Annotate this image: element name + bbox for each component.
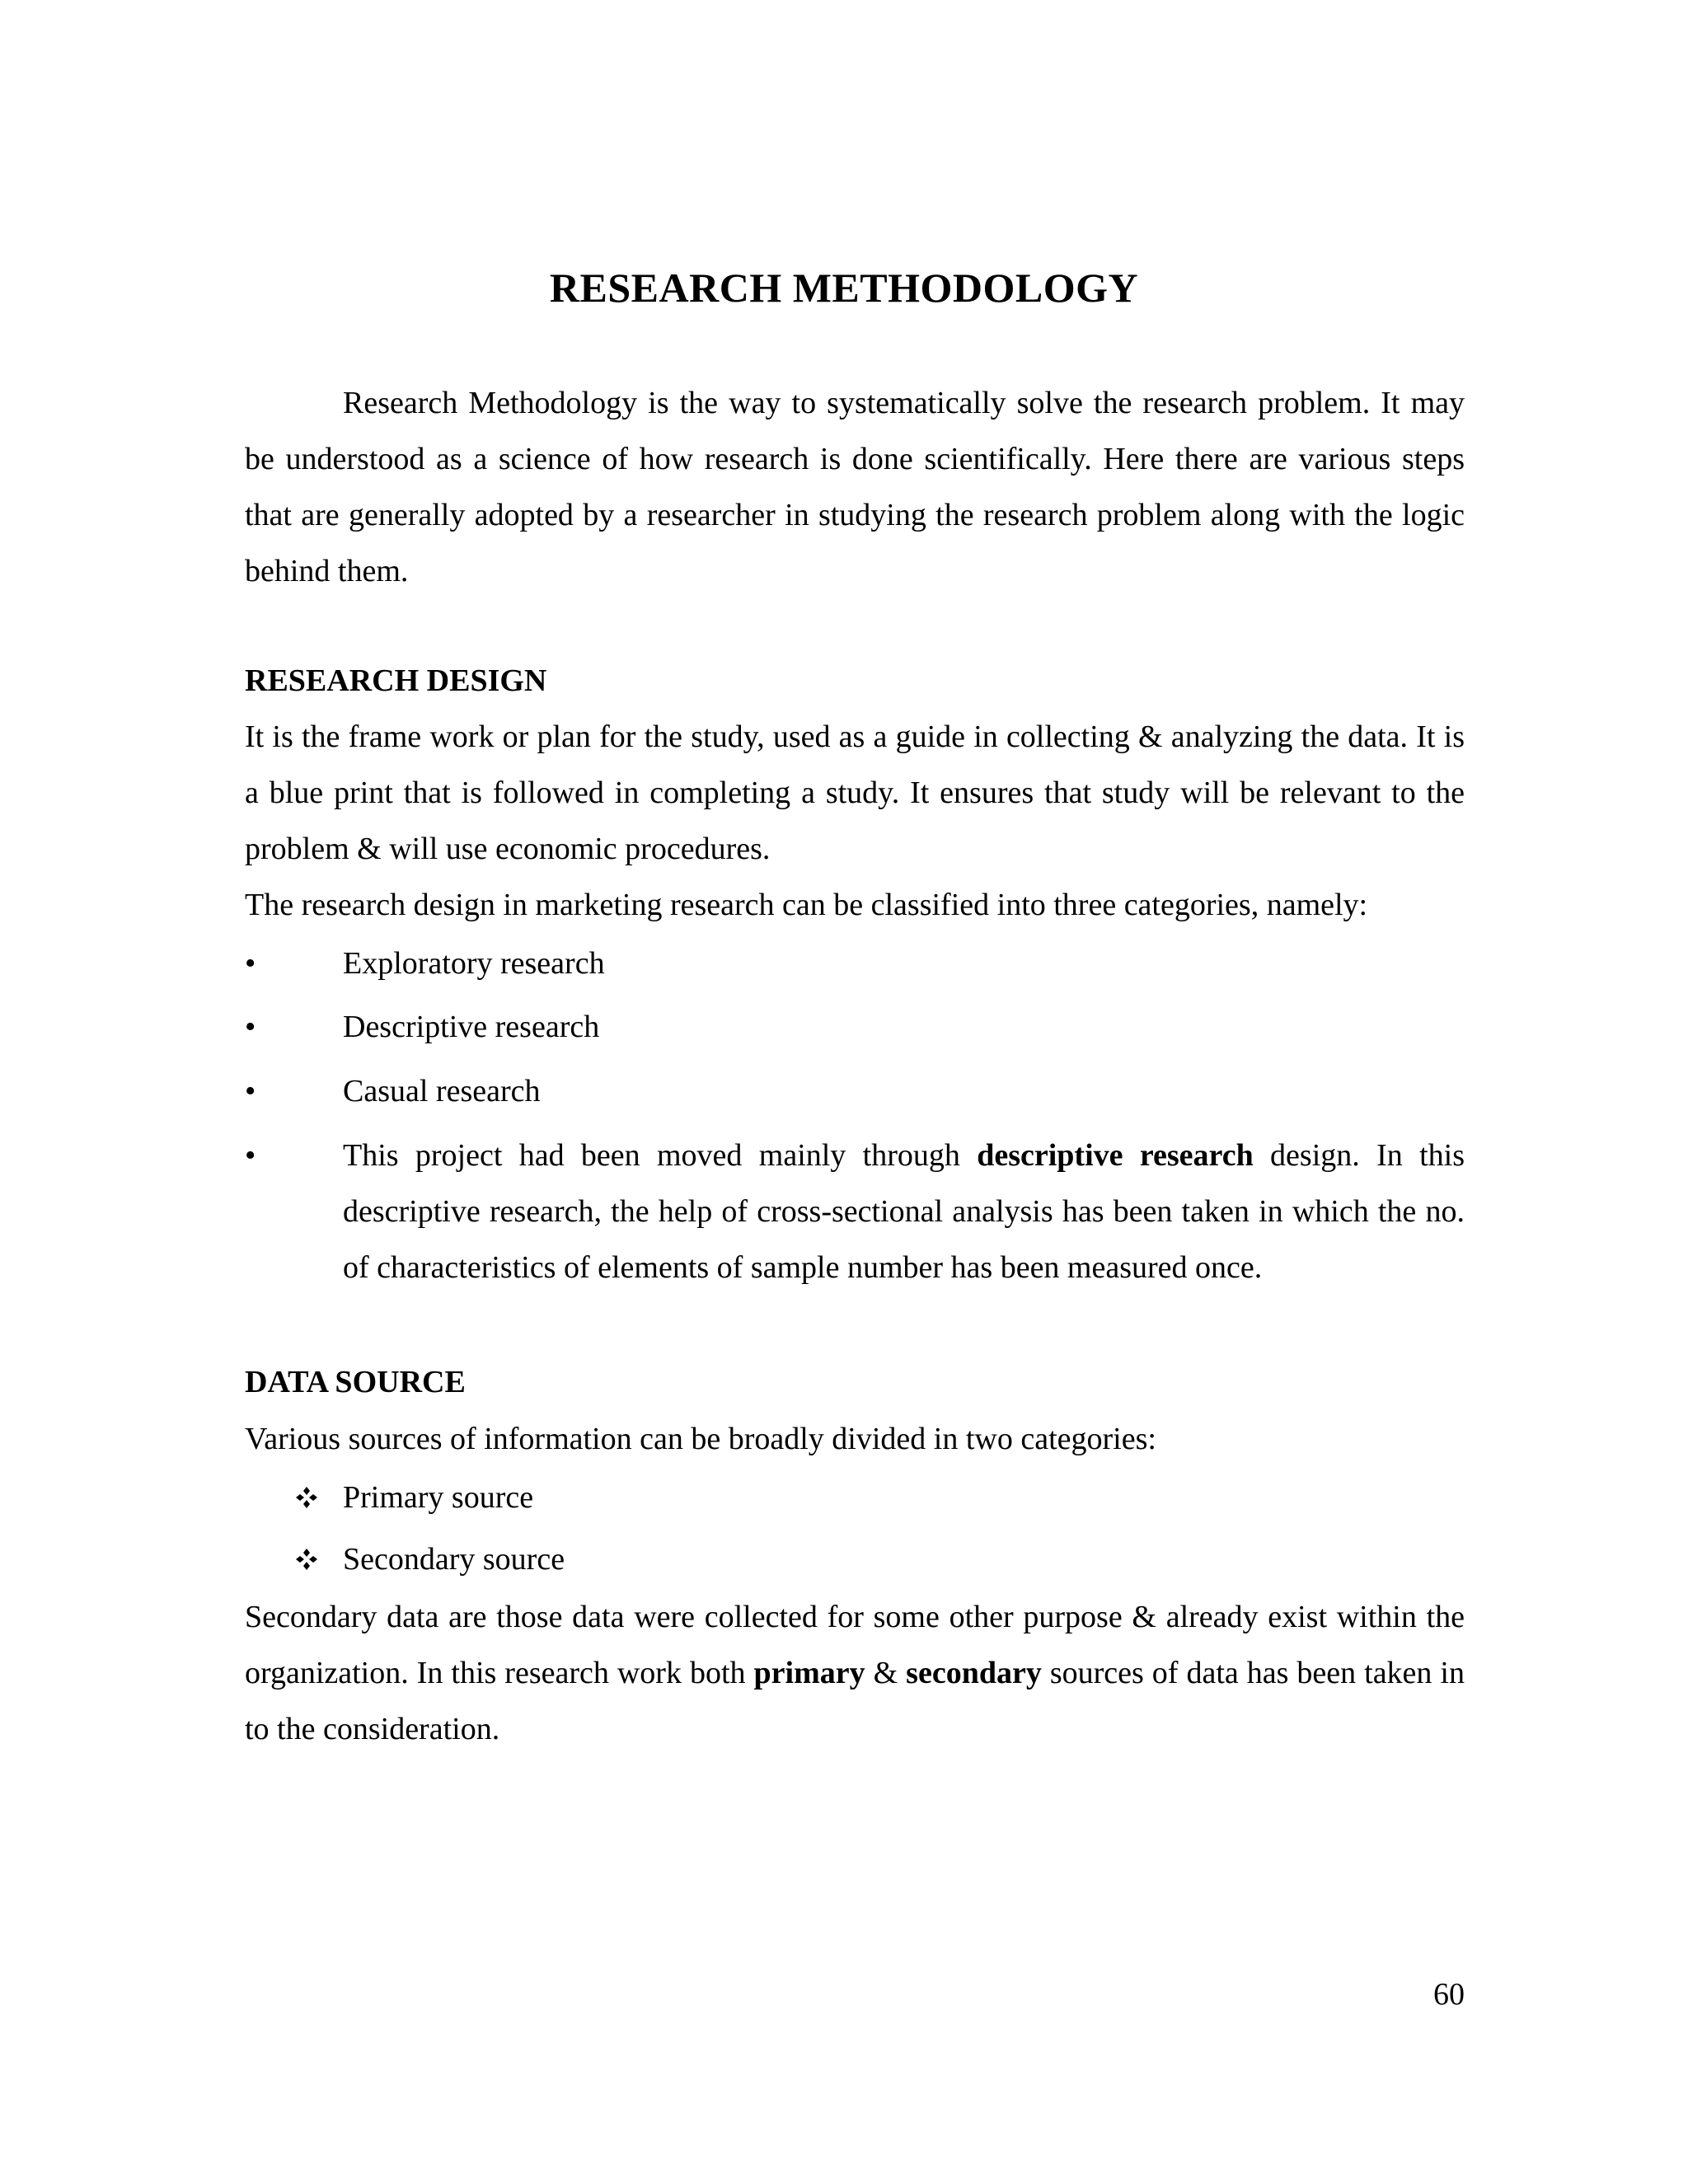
bullet-icon: • xyxy=(245,1138,256,1173)
closing-text-2: & xyxy=(865,1656,907,1690)
closing-emphasis-secondary: secondary xyxy=(906,1656,1042,1690)
page-number: 60 xyxy=(1433,1977,1465,2012)
bullet-icon: • xyxy=(245,1074,256,1108)
data-source-intro-block xyxy=(245,1411,1465,1467)
list-item-text: Secondary source xyxy=(343,1542,565,1577)
intro-paragraph xyxy=(245,375,1465,599)
page-title: RESEARCH METHODOLOGY xyxy=(549,265,1139,311)
classification-sentence: The research design in marketing research can be classified into three categories, namely: xyxy=(245,888,1368,922)
closing-text-3: sources of data has been taken in to the consideration. xyxy=(245,1656,1465,1746)
list-item-text: Descriptive research xyxy=(343,1010,600,1044)
research-design-block xyxy=(245,709,1465,933)
intro-text: Research Methodology is the way to systematically solve the research problem. It may be understood as a science of how research is done scientifically. Here there are various steps that are generally adopted by a researcher in studying the research problem along with the logic behind them. xyxy=(245,386,1465,588)
four-diamond-bullet-icon xyxy=(295,1469,320,1526)
list-item-text: Primary source xyxy=(343,1480,534,1515)
project-note-emphasis: descriptive research xyxy=(977,1138,1254,1173)
research-design-heading: RESEARCH DESIGN xyxy=(245,663,547,698)
data-source-intro: Various sources of information can be broadly divided in two categories: xyxy=(245,1422,1156,1456)
list-item-text: Exploratory research xyxy=(343,946,605,981)
data-source-closing-block xyxy=(245,1589,1465,1757)
closing-text-1: Secondary data are those data were collected for some other purpose & already exist within the organization. In this research work both xyxy=(245,1600,1465,1690)
closing-emphasis-primary: primary xyxy=(753,1656,865,1690)
bullet-icon: • xyxy=(245,1010,256,1044)
research-design-paragraph: It is the frame work or plan for the study, used as a guide in collecting & analyzing the data. It is a blue print that is followed in completing a study. It ensures that study will be relevant to the problem & will use economic procedures. xyxy=(245,719,1465,866)
project-note-before: This project had been moved mainly through xyxy=(343,1138,978,1173)
data-source-closing-paragraph xyxy=(245,1589,1465,1757)
intro-paragraph-block xyxy=(245,375,1465,599)
project-note-text xyxy=(343,1127,1465,1296)
project-note-after: design. In this descriptive research, the help of cross-sectional analysis has been taken in which the no. of characteristics of elements of sample number has been measured once. xyxy=(343,1138,1465,1285)
list-item-text: Casual research xyxy=(343,1074,541,1108)
data-source-heading: DATA SOURCE xyxy=(245,1365,466,1399)
four-diamond-bullet-icon xyxy=(295,1531,320,1587)
bullet-icon: • xyxy=(245,946,256,981)
